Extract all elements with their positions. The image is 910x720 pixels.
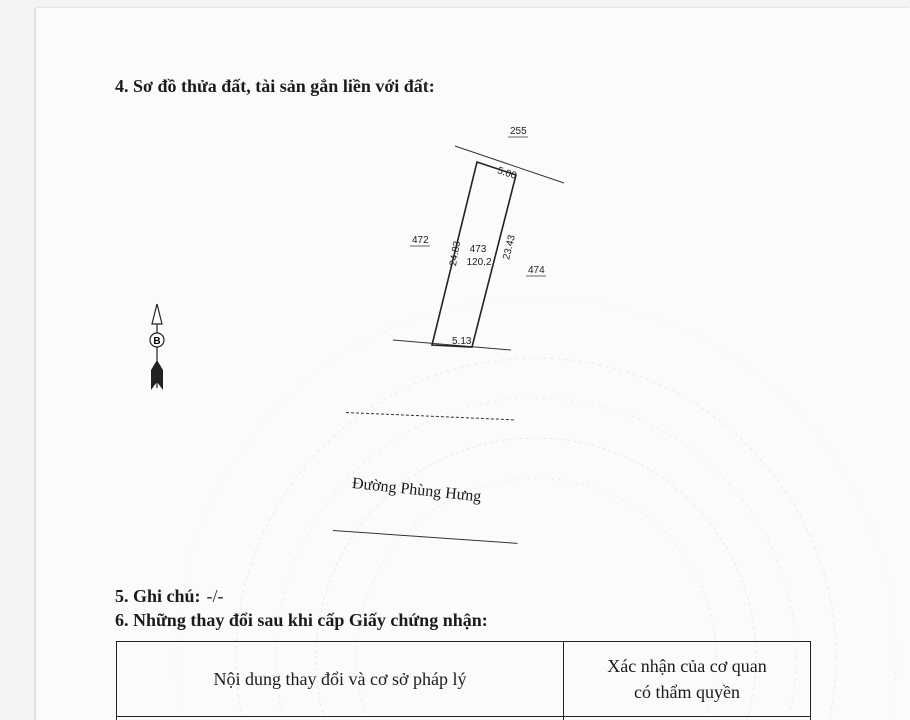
parcel-area-label: 120.2 xyxy=(466,257,492,268)
confirmation-header-line1: Xác nhận của cơ quan xyxy=(607,656,767,676)
dim-bottom-label: 5.13 xyxy=(452,336,472,347)
section-5-title: 5. Ghi chú: xyxy=(115,586,201,606)
dim-right-label: 23.43 xyxy=(501,233,518,261)
neighbor-west-label: 472 xyxy=(412,235,429,246)
section-4-heading: 4. Sơ đồ thửa đất, tài sản gắn liền với đất: xyxy=(115,76,435,96)
changes-table xyxy=(116,641,811,720)
changes-cell-content xyxy=(117,717,564,720)
changes-cell-confirmation xyxy=(564,717,811,720)
changes-col-confirmation-header xyxy=(564,642,811,717)
dim-left-label: 24.83 xyxy=(447,240,464,267)
changes-col-content-header: Nội dung thay đổi và cơ sở pháp lý xyxy=(117,642,564,717)
confirmation-header-line2: có thẩm quyền xyxy=(634,682,740,702)
changes-table-row xyxy=(117,717,811,720)
section-5-heading xyxy=(115,586,224,607)
changes-table-header-row xyxy=(117,642,811,717)
parcel-number-label: 473 xyxy=(469,244,487,255)
neighbor-north-label: 255 xyxy=(510,126,527,137)
section-5-value: -/- xyxy=(206,586,224,606)
dim-top-label: 5.00 xyxy=(495,165,518,182)
north-arrow-icon xyxy=(150,304,164,390)
section-6-heading: 6. Những thay đổi sau khi cấp Giấy chứng nhận: xyxy=(115,610,488,630)
road-name-label: Đường Phùng Hưng xyxy=(351,475,483,506)
north-arrow-label: B xyxy=(153,336,161,347)
certificate-page xyxy=(36,8,910,720)
neighbor-east-label: 474 xyxy=(528,265,545,276)
